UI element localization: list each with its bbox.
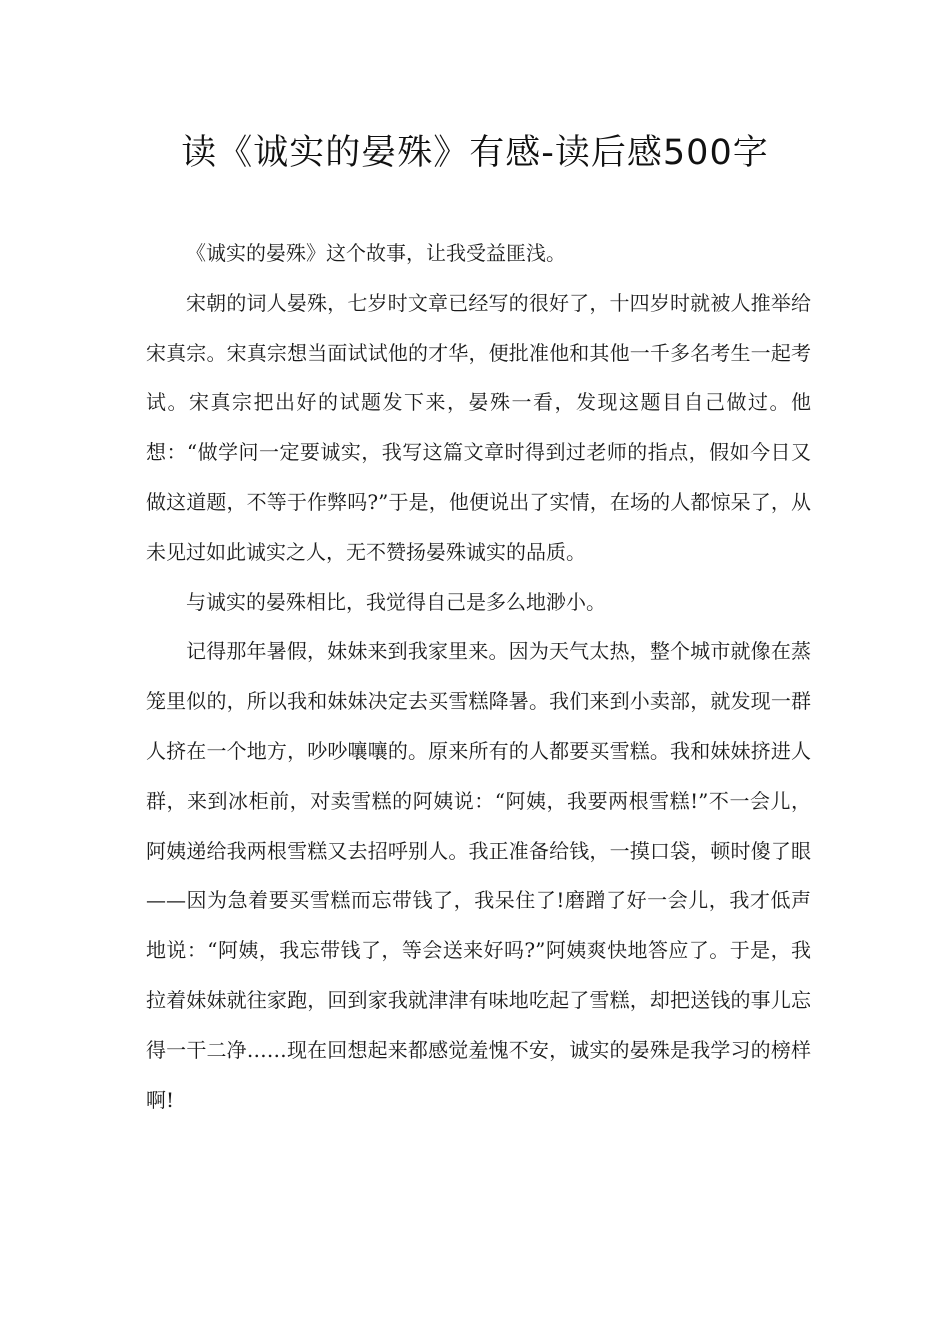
paragraph-story: 宋朝的词人晏殊，七岁时文章已经写的很好了，十四岁时就被人推举给宋真宗。宋真宗想当面试试他的才华，便批准他和其他一千多名考生一起考试。宋真宗把出好的试题发下来，晏殊一看，发现这题目自己做过。他想：“做学问一定要诚实，我写这篇文章时得到过老师的指点，假如今日又做这道题，不等于作弊吗?”于是，他便说出了实情，在场的人都惊呆了，从未见过如此诚实之人，无不赞扬晏殊诚实的品质。 (146, 290, 811, 564)
document-body (146, 229, 811, 1125)
paragraph-intro: 《诚实的晏殊》这个故事，让我受益匪浅。 (186, 241, 566, 265)
document-title: 读《诚实的晏殊》有感-读后感500字 (181, 133, 769, 173)
paragraph-reflection: 与诚实的晏殊相比，我觉得自己是多么地渺小。 (186, 589, 606, 614)
paragraph-personal-story: 记得那年暑假，妹妹来到我家里来。因为天气太热，整个城市就像在蒸笼里似的，所以我和妹妹决定去买雪糕降暑。我们来到小卖部，就发现一群人挤在一个地方，吵吵嚷嚷的。原来所有的人都要买雪糕。我和妹妹挤进人群，来到冰柜前，对卖雪糕的阿姨说：“阿姨，我要两根雪糕!”不一会儿，阿姨递给我两根雪糕又去招呼别人。我正准备给钱，一摸口袋，顿时傻了眼——因为急着要买雪糕而忘带钱了，我呆住了!磨蹭了好一会儿，我才低声地说：“阿姨，我忘带钱了，等会送来好吗?”阿姨爽快地答应了。于是，我拉着妹妹就往家跑，回到家我就津津有味地吃起了雪糕，却把送钱的事儿忘得一干二净……现在回想起来都感觉羞愧不安，诚实的晏殊是我学习的榜样啊! (146, 639, 811, 1112)
